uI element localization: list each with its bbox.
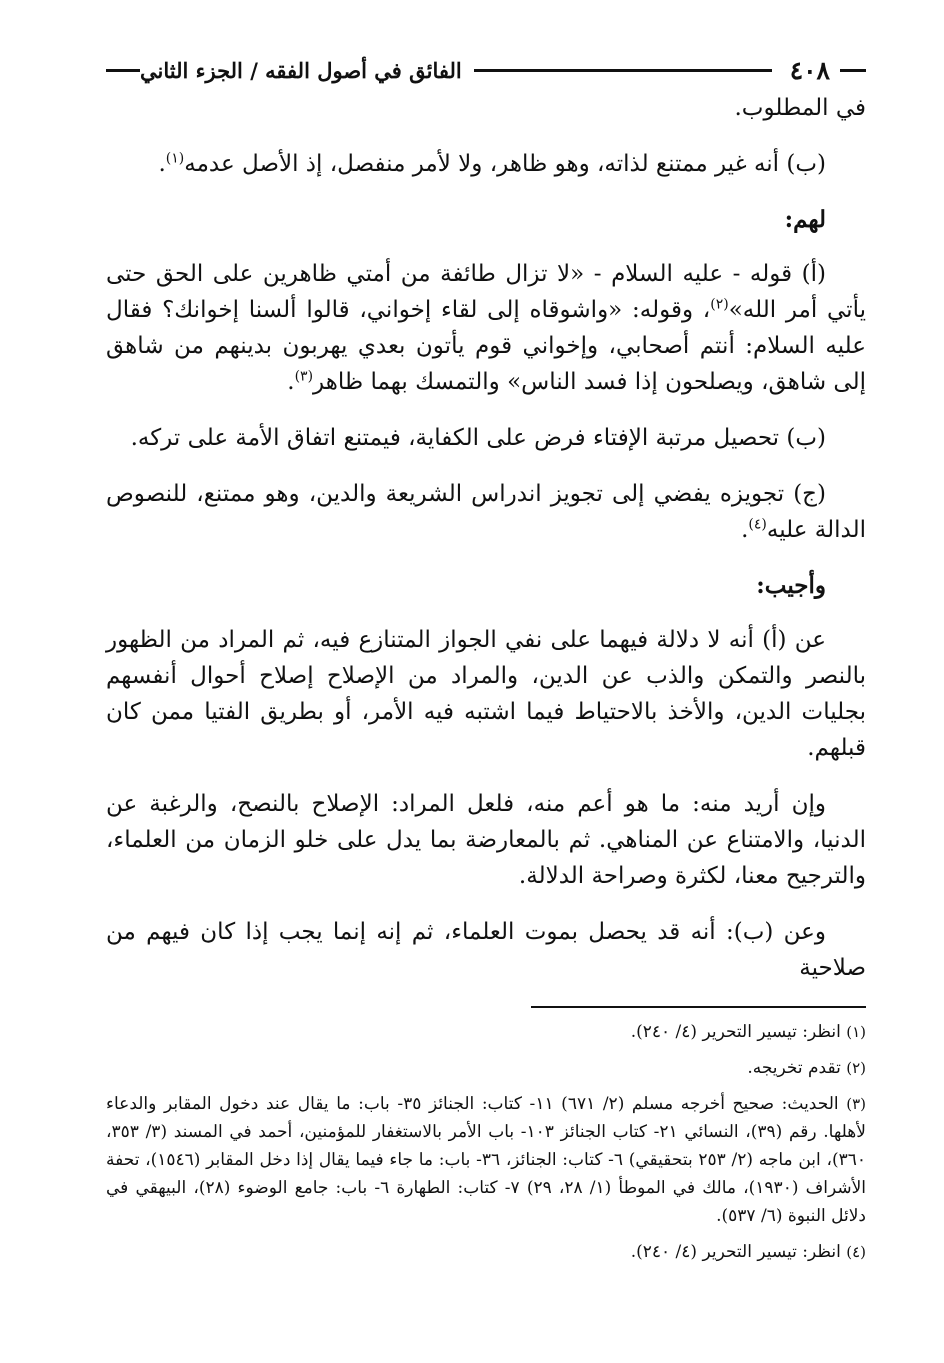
footnote-ref: (٤) [748,516,767,533]
paragraph: في المطلوب. [734,95,866,121]
book-title: الفائق في أصول الفقه / الجزء الثاني [140,57,462,83]
footnote-text: الحديث: صحيح أخرجه مسلم (٢/ ٦٧١) ١١- كتاب: الجنائز ٣٥- باب: ما يقال عند دخول المقابر والدعاء لأهلها. رقم (٣٩)، النسائي ٢١- كتاب الجنائز ١٠٣- باب الأمر بالاستغفار للمؤمنين، أحمد في المسند (٣/ ٣٥٣، ٣٦٠)، ابن ماجه (٢/ ٢٥٣ بتحقيقي) ٦- كتاب: الجنائز، ٣٦- باب: ما جاء فيما يقال إذا دخل المقابر (١٥٤٦)، تحفة الأشراف (١٩٣٠)، مالك في الموطأ (١/ ٢٨، ٢٩) ٧- كتاب: الطهارة ٦- باب: جامع الوضوء (٢٨)، البيهقي في دلائل النبوة (٦/ ٥٣٧). [106,1094,866,1226]
footnote-ref: (٣) [294,368,314,385]
header-rule-middle [474,69,772,72]
footnotes [106,1018,866,1266]
header-rule-right [840,69,866,72]
footnote-text: تقدم تخريجه. [747,1058,841,1078]
paragraph: (أ) قوله - عليه السلام - «لا تزال طائفة من أمتي ظاهرين على الحق حتى يأتي أمر الله»$^{(٢)}$، وقوله: «واشوقاه إلى لقاء إخواني، قالوا ألسنا إخوانك؟ فقال عليه السلام: أنتم أصحابي، وإخواني قوم يأتون بعدي يهربون بدينهم من شاهق إلى شاهق، ويصلحون إذا فسد الناس» والتمسك بهما ظاهر$^{(٣)}$. [106,261,866,395]
footnote-ref: (٢) [710,296,729,313]
footnote-mark: (٢) [846,1059,866,1077]
section-label: لهم: [784,206,826,233]
section-label: وأجيب: [756,572,826,599]
footnote-text: انظر: تيسير التحرير (٤/ ٢٤٠). [630,1022,841,1042]
footnote [106,1018,866,1046]
paragraph: (ب) تحصيل مرتبة الإفتاء فرض على الكفاية، فيمتنع اتفاق الأمة على تركه. [130,425,826,451]
running-header [106,50,866,90]
main-text [106,90,866,986]
paragraph: عن (أ) أنه لا دلالة فيهما على نفي الجواز المتنازع فيه، ثم المراد من الظهور بالنصر والتمكن والذب عن الدين، والمراد من الإصلاح إصلاح أحوال أنفسهم بجليات الدين، والأخذ بالاحتياط فيما اشتبه فيه الأمر، أو بطريق الفتيا ممن كان قبلهم. [106,627,866,761]
paragraph: (ب) أنه غير ممتنع لذاته، وهو ظاهر، ولا لأمر منفصل، إذ الأصل عدمه$^{(١)}$. [158,150,826,177]
footnote-text: انظر: تيسير التحرير (٤/ ٢٤٠). [630,1242,841,1262]
footnote-mark: (٣) [846,1095,866,1113]
footnote-mark: (١) [846,1023,866,1041]
footnote-mark: (٤) [846,1243,866,1261]
paragraph: (ج) تجويزه يفضي إلى تجويز اندراس الشريعة والدين، وهو ممتنع، للنصوص الدالة عليه$^{(٤)}$. [106,481,866,543]
footnote [106,1054,866,1082]
header-rule-left [106,69,140,72]
paragraph: وإن أريد منه: ما هو أعم منه، فلعل المراد: الإصلاح بالنصح، والرغبة عن الدنيا، والامتناع عن المناهي. ثم بالمعارضة بما يدل على خلو الزمان من العلماء، والترجيح معنا، لكثرة وصراحة الدلالة. [106,791,866,889]
paragraph: وعن (ب): أنه قد يحصل بموت العلماء، ثم إنه إنما يجب إذا كان فيهم من صلاحية [106,919,866,981]
footnote-ref: (١) [165,150,185,167]
footnote [106,1238,866,1266]
page-number: ٤٠٨ [789,55,830,85]
footnote-separator [531,1006,866,1008]
footnote [106,1090,866,1230]
